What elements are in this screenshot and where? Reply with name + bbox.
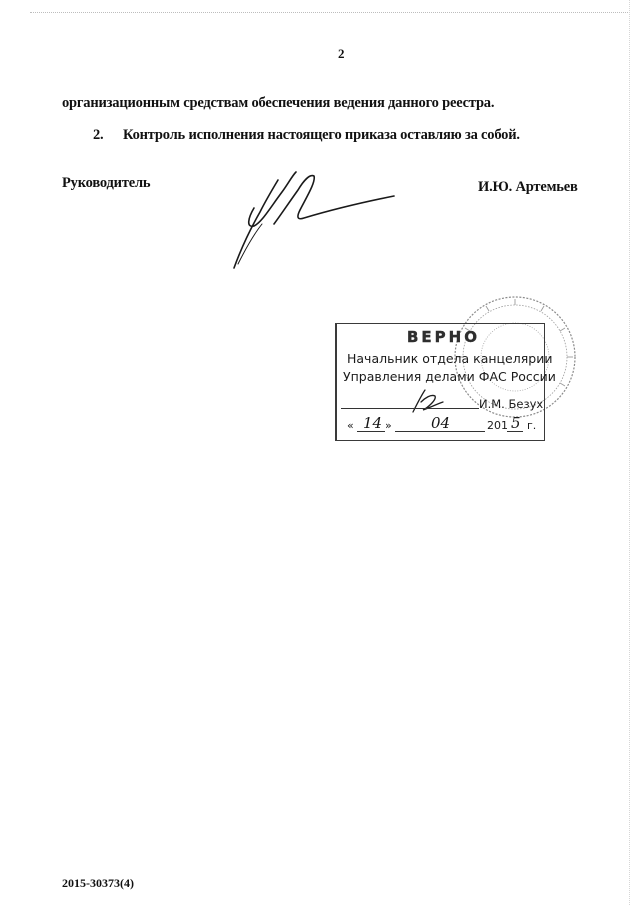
certify-title: ВЕРНО [407,328,480,346]
certify-position-line-2: Управления делами ФАС России [343,369,556,384]
date-close-quote: » [385,419,392,432]
item-number: 2. [93,127,104,143]
signer-role: Руководитель [62,175,151,191]
date-year-digit: 5 [511,414,521,432]
date-day: 14 [363,414,383,432]
scan-right-edge [629,0,630,905]
date-year-underline [507,431,523,432]
body-text-line-1: организационным средствам обеспечения ведения данного реестра. [62,95,495,111]
certify-date [347,416,543,434]
date-year-prefix: 201 [487,419,508,432]
certifier-initials: И.М. Безух [479,397,544,411]
scan-top-edge [30,12,630,13]
certify-position-line-1: Начальник отдела канцелярии [347,351,553,366]
signer-name: И.Ю. Артемьев [478,179,578,195]
date-year-suffix: г. [527,419,537,432]
body-item-2 [93,127,520,144]
date-month: 04 [431,414,451,432]
handwritten-signature [224,168,399,273]
signature-line [341,408,479,409]
certifier-signature [407,386,447,416]
certification-stamp [335,323,556,441]
item-text: Контроль исполнения настоящего приказа оставляю за собой. [123,127,520,143]
document-registration-number: 2015-30373(4) [62,876,134,890]
date-open-quote: « [347,419,354,432]
date-day-underline [357,431,385,432]
page-number: 2 [338,46,345,61]
